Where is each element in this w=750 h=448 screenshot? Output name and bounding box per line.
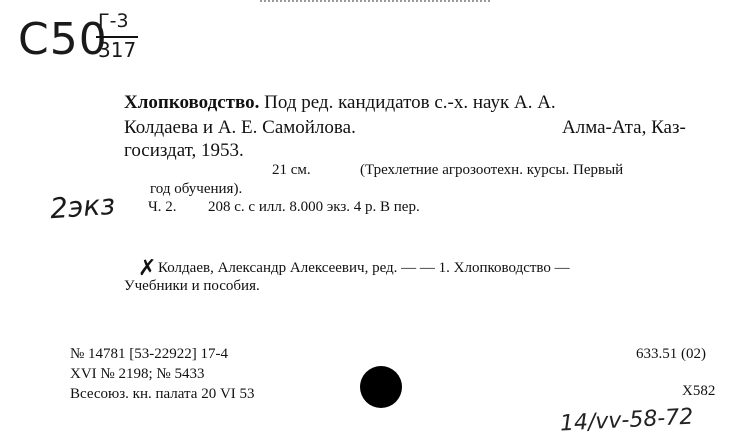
punch-hole xyxy=(360,366,402,408)
footer-right-2: X582 xyxy=(682,383,716,399)
footer-left-2: XVI № 2198; № 5433 xyxy=(70,366,205,382)
handwritten-number: 14/vv-58-72 xyxy=(559,404,694,437)
entry-line-1 xyxy=(124,92,556,114)
entry-line-2-left: Колдаева и А. Е. Самойлова. xyxy=(124,117,356,138)
entry-line-5: год обучения). xyxy=(150,181,243,197)
classification-fraction-top: Г-3 xyxy=(98,10,129,32)
classification-fraction-bottom: 317 xyxy=(98,38,137,62)
classification-code: С50 xyxy=(18,14,108,65)
entry-line-4-left: 21 см. xyxy=(272,162,311,178)
entry-line-1-text: Под ред. кандидатов с.-х. наук А. А. xyxy=(264,92,556,113)
tracing-line-2: Учебники и пособия. xyxy=(124,278,260,294)
entry-title: Хлопководство. xyxy=(124,92,260,113)
tracing-line-1: Колдаев, Александр Алексеевич, ред. — — 1. Хлопководство — xyxy=(158,260,570,276)
top-dotted-line xyxy=(260,0,490,2)
footer-left-1: № 14781 [53-22922] 17-4 xyxy=(70,346,229,362)
entry-line-3: госиздат, 1953. xyxy=(124,140,244,161)
entry-line-6-left: Ч. 2. xyxy=(148,199,177,215)
entry-line-4-right: (Трехлетние агрозоотехн. курсы. Первый xyxy=(360,162,624,178)
footer-left-3: Всесоюз. кн. палата 20 VI 53 xyxy=(70,386,255,402)
footer-right-1: 633.51 (02) xyxy=(636,346,706,362)
checkmark-icon: ✗ xyxy=(138,256,157,281)
entry-line-2-right: Алма-Ата, Каз- xyxy=(562,117,686,138)
entry-line-6-right: 208 с. с илл. 8.000 экз. 4 р. В пер. xyxy=(208,199,420,215)
copies-note: 2экз xyxy=(48,187,117,226)
